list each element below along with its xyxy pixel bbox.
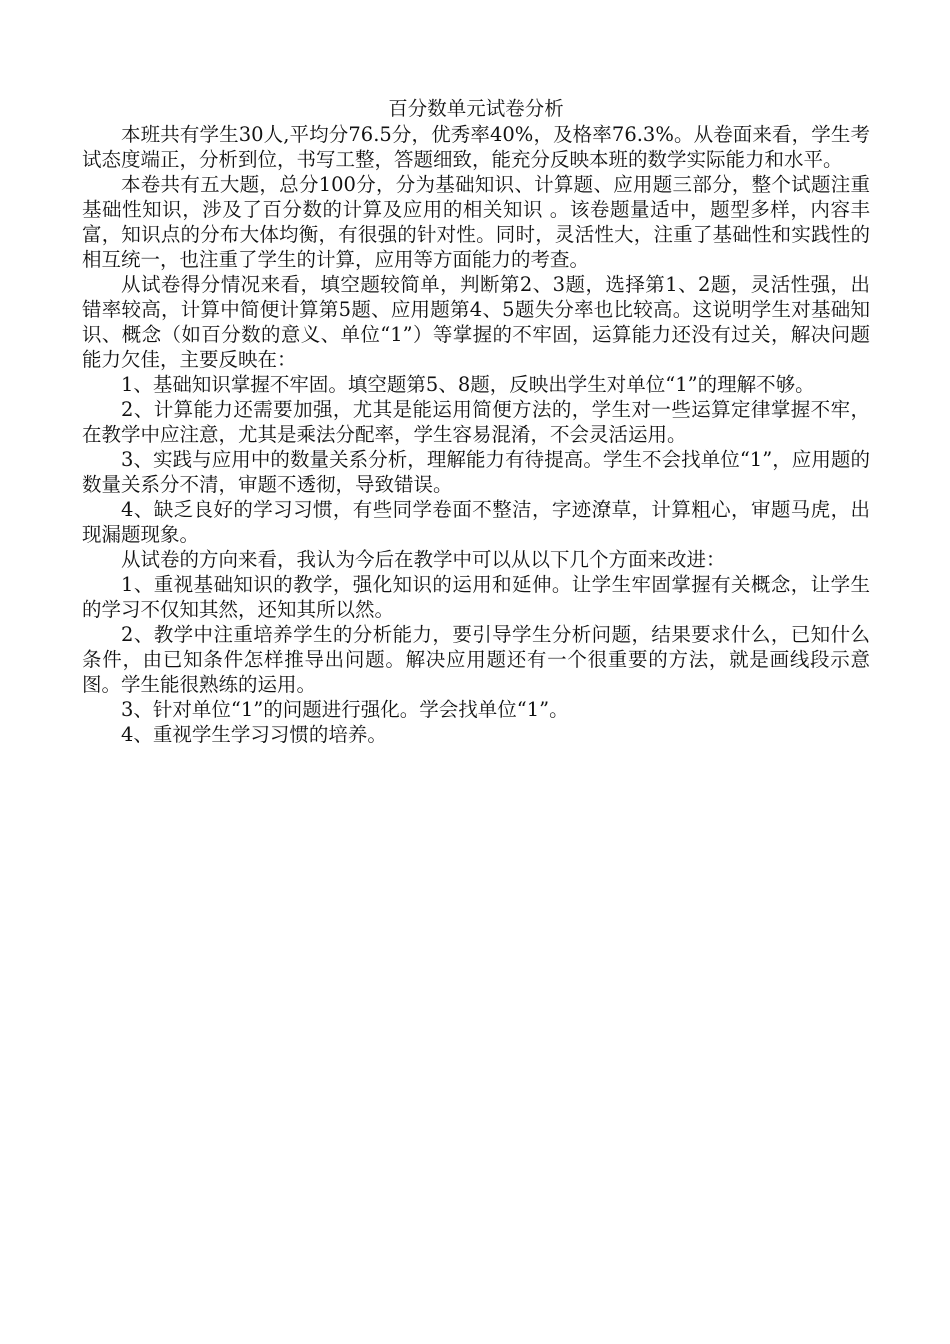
paragraph-issue-4: 4、缺乏良好的学习习惯，有些同学卷面不整洁，字迹潦草，计算粗心，审题马虎，出现漏题现象。 bbox=[82, 498, 870, 546]
paragraph-improvement-intro: 从试卷的方向来看，我认为今后在教学中可以从以下几个方面来改进： bbox=[121, 548, 726, 571]
paragraph-improvement-1: 1、重视基础知识的教学，强化知识的运用和延伸。让学生牢固掌握有关概念，让学生的学习不仅知其然，还知其所以然。 bbox=[82, 573, 870, 621]
document-page bbox=[82, 96, 870, 747]
paragraph-issue-2: 2、计算能力还需要加强，尤其是能运用简便方法的，学生对一些运算定律掌握不牢，在教学中应注意，尤其是乘法分配率，学生容易混淆，不会灵活运用。 bbox=[82, 398, 870, 446]
paragraph-paper-structure: 本卷共有五大题，总分100分，分为基础知识、计算题、应用题三部分，整个试题注重基础性知识，涉及了百分数的计算及应用的相关知识 。该卷题量适中，题型多样，内容丰富，知识点的分布大体均衡，有很强的针对性。同时，灵活性大，注重了基础性和实践性的相互统一，也注重了学生的计算，应用等方面能力的考查。 bbox=[82, 173, 870, 271]
paragraph-issue-3: 3、实践与应用中的数量关系分析，理解能力有待提高。学生不会找单位“1”，应用题的数量关系分不清，审题不透彻，导致错误。 bbox=[82, 448, 870, 496]
paragraph-improvement-2: 2、教学中注重培养学生的分析能力，要引导学生分析问题，结果要求什么，已知什么条件，由已知条件怎样推导出问题。解决应用题还有一个很重要的方法，就是画线段示意图。学生能很熟练的运用。 bbox=[82, 623, 870, 696]
paragraph-score-analysis: 从试卷得分情况来看，填空题较简单，判断第2、3题，选择第1、2题，灵活性强，出错率较高，计算中简便计算第5题、应用题第4、5题失分率也比较高。这说明学生对基础知识、概念（如百分数的意义、单位“1”）等掌握的不牢固，运算能力还没有过关，解决问题能力欠佳，主要反映在： bbox=[82, 273, 870, 371]
paragraph-improvement-4: 4、重视学生学习习惯的培养。 bbox=[121, 723, 387, 746]
paragraph-issue-1: 1、基础知识掌握不牢固。填空题第5、8题，反映出学生对单位“1”的理解不够。 bbox=[121, 373, 815, 396]
paragraph-improvement-3: 3、针对单位“1”的问题进行强化。学会找单位“1”。 bbox=[121, 698, 569, 721]
document-title: 百分数单元试卷分析 bbox=[388, 97, 564, 120]
paragraph-class-overview: 本班共有学生30人,平均分76.5分，优秀率40%，及格率76.3%。从卷面来看，学生考试态度端正，分析到位，书写工整，答题细致，能充分反映本班的数学实际能力和水平。 bbox=[82, 123, 870, 171]
